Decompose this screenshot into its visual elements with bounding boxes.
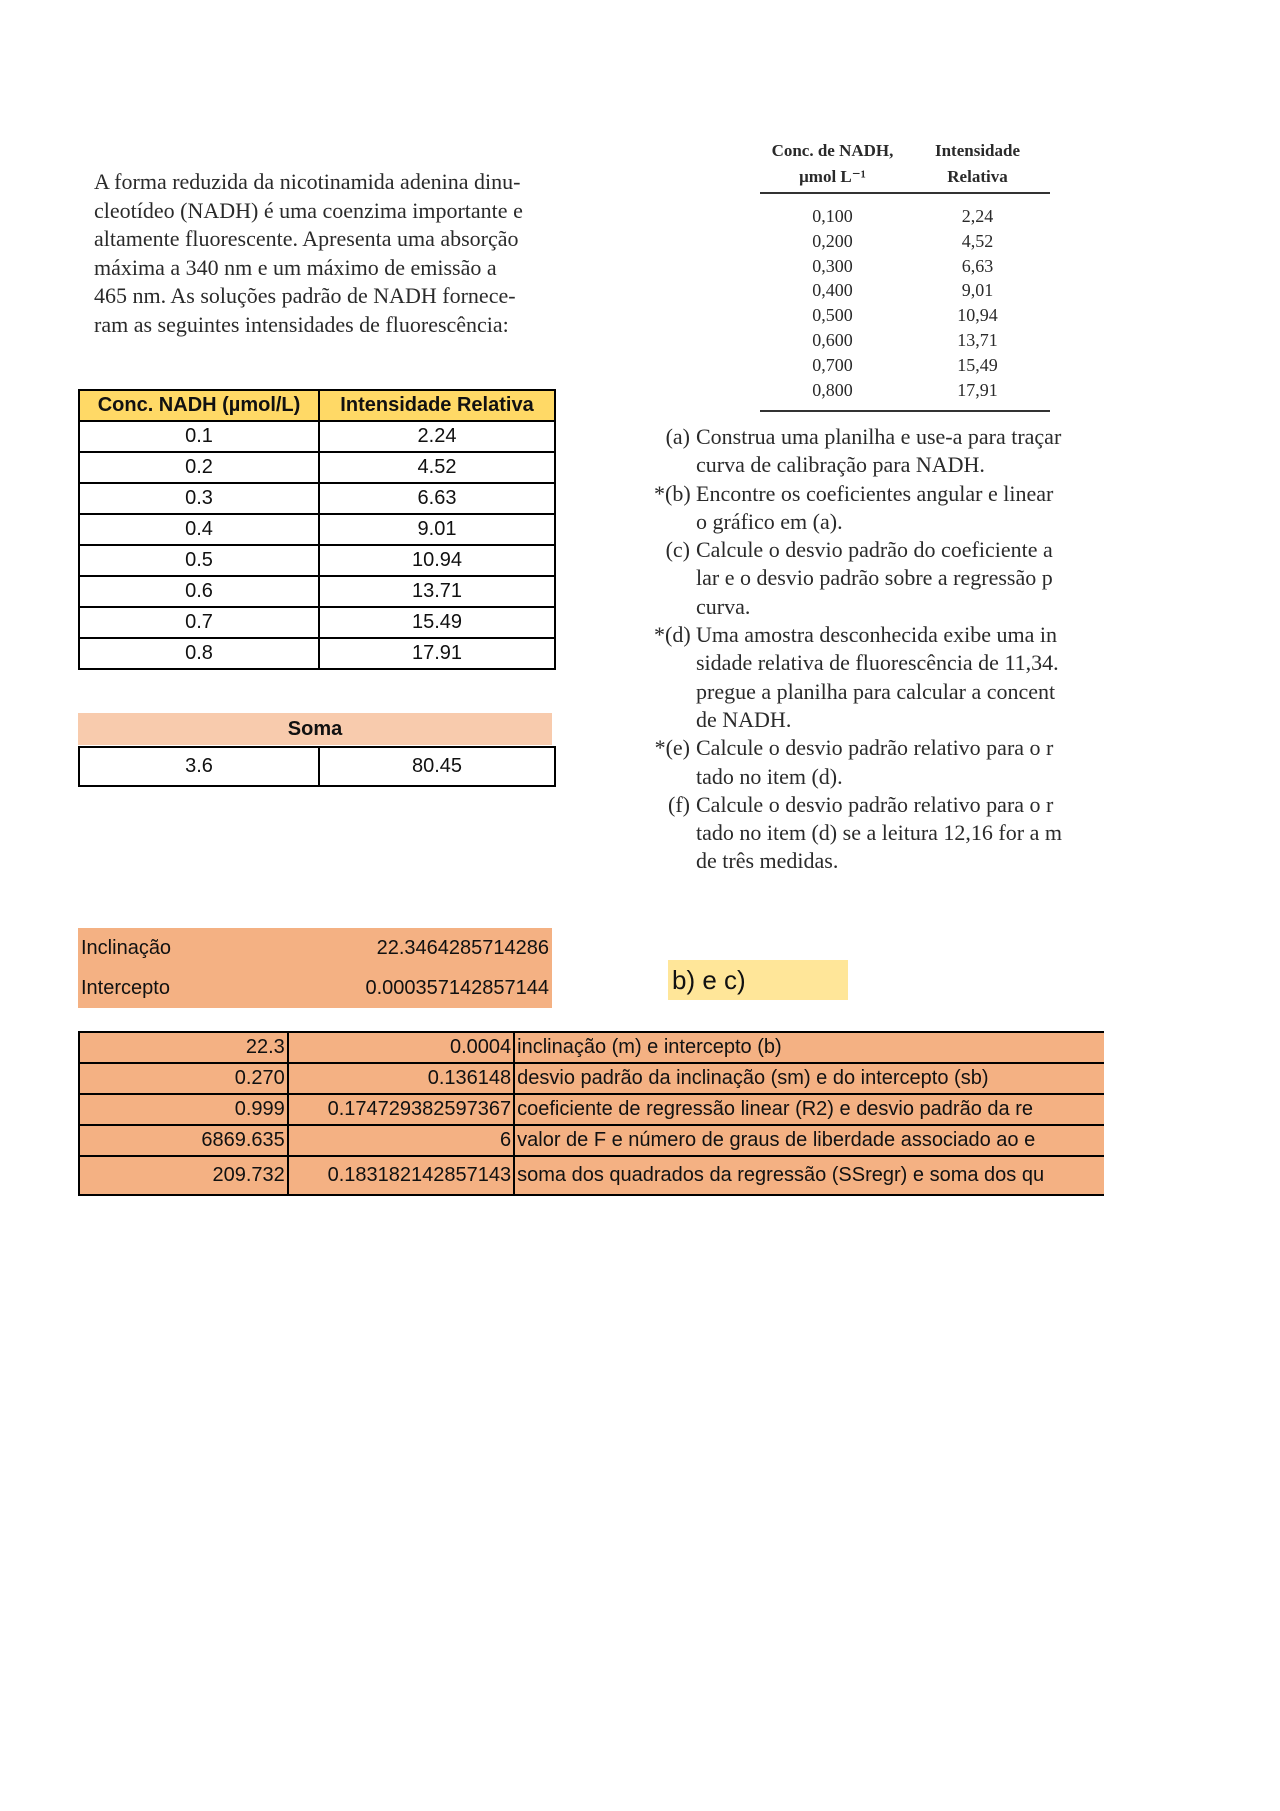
linest-col1[interactable]: 209.732 — [79, 1156, 288, 1195]
section-tag[interactable]: b) e c) — [668, 960, 848, 1000]
slope-value[interactable]: 22.3464285714286 — [376, 937, 549, 959]
ref-header-intensity: Intensidade Relativa — [934, 141, 1021, 186]
linest-col1[interactable]: 6869.635 — [79, 1125, 288, 1156]
linest-row — [79, 1032, 1104, 1063]
linest-col1[interactable]: 22.3 — [79, 1032, 288, 1063]
ref-row: 0,100 2,24 — [812, 206, 994, 226]
table-row — [79, 545, 555, 576]
cell-intensity[interactable]: 13.71 — [319, 576, 555, 607]
ref-row: 0,300 6,63 — [812, 255, 994, 276]
table-row — [79, 576, 555, 607]
linest-col1[interactable]: 0.999 — [79, 1094, 288, 1125]
soma-row — [79, 747, 555, 786]
question-e: *(e) Calcule o desvio padrão relativo para o r tado no item (d). — [654, 735, 1054, 789]
cell-conc[interactable]: 0.5 — [79, 545, 319, 576]
linest-row — [79, 1063, 1104, 1094]
intercept-row — [78, 968, 552, 1008]
intro-line: A forma reduzida da nicotinamida adenina dinu- — [94, 169, 521, 194]
header-intensity[interactable]: Intensidade Relativa — [319, 390, 555, 421]
intro-line: altamente fluorescente. Apresenta uma absorção — [94, 226, 519, 251]
cell-conc[interactable]: 0.2 — [79, 452, 319, 483]
cell-conc[interactable]: 0.6 — [79, 576, 319, 607]
cell-intensity[interactable]: 15.49 — [319, 607, 555, 638]
ref-bottom-rule — [760, 410, 1050, 412]
question-f: (f) Calcule o desvio padrão relativo para o r tado no item (d) se a leitura 12,16 for a m de três medidas. — [668, 791, 1062, 874]
linest-col2[interactable]: 6 — [288, 1125, 514, 1156]
linest-results — [78, 1031, 1104, 1196]
table-row — [79, 607, 555, 638]
linest-description[interactable]: valor de F e número de graus de liberdade associado ao e — [514, 1125, 1104, 1156]
linest-description[interactable]: desvio padrão da inclinação (sm) e do intercepto (sb) — [514, 1063, 1104, 1094]
intro-line: ram as seguintes intensidades de fluorescência: — [94, 311, 509, 337]
slope-label[interactable]: Inclinação — [81, 937, 172, 959]
cell-conc[interactable]: 0.4 — [79, 514, 319, 545]
linest-col2[interactable]: 0.183182142857143 — [288, 1156, 514, 1195]
linest-description[interactable]: soma dos quadrados da regressão (SSregr) e soma dos qu — [514, 1156, 1104, 1195]
ref-row: 0,500 10,94 — [812, 305, 998, 326]
cell-intensity[interactable]: 2.24 — [319, 421, 555, 452]
linest-col1[interactable]: 0.270 — [79, 1063, 288, 1094]
table-row — [79, 514, 555, 545]
table-row — [79, 452, 555, 483]
intercept-label[interactable]: Intercepto — [81, 977, 170, 999]
questions-list — [654, 423, 1106, 875]
intro-line: máxima a 340 nm e um máximo de emissão a — [94, 254, 497, 280]
slope-row — [78, 928, 552, 968]
fit-results — [78, 928, 552, 1008]
cell-intensity[interactable]: 9.01 — [319, 514, 555, 545]
intro-line: 465 nm. As soluções padrão de NADH fornece- — [94, 283, 516, 308]
reference-table-image — [760, 138, 1050, 412]
cell-intensity[interactable]: 6.63 — [319, 483, 555, 514]
ref-row: 0,800 17,91 — [812, 379, 998, 400]
linest-col2[interactable]: 0.0004 — [288, 1032, 514, 1063]
linest-row — [79, 1125, 1104, 1156]
soma-table — [78, 746, 556, 787]
linest-col2[interactable]: 0.136148 — [288, 1063, 514, 1094]
ref-row: 0,400 9,01 — [812, 280, 994, 301]
table-row — [79, 421, 555, 452]
cell-conc[interactable]: 0.1 — [79, 421, 319, 452]
question-a: (a) Construa uma planilha e use-a para traçar curva de calibração para NADH. — [665, 424, 1062, 478]
soma-intensity[interactable]: 80.45 — [319, 747, 555, 786]
question-d: *(d) Uma amostra desconhecida exibe uma in sidade relativa de fluorescência de 11,34. pregue a planilha para calcular a concent de NADH. — [654, 622, 1059, 732]
question-b: *(b) Encontre os coeficientes angular e linear o gráfico em (a). — [654, 480, 1054, 534]
cell-conc[interactable]: 0.3 — [79, 483, 319, 514]
linest-col2[interactable]: 0.174729382597367 — [288, 1094, 514, 1125]
cell-conc[interactable]: 0.8 — [79, 638, 319, 669]
table-header-row — [79, 390, 555, 421]
ref-row: 0,600 13,71 — [812, 329, 998, 350]
question-c: (c) Calcule o desvio padrão do coeficiente a lar e o desvio padrão sobre a regressão p curva. — [665, 537, 1053, 619]
ref-header-rule — [760, 192, 1050, 194]
cell-conc[interactable]: 0.7 — [79, 607, 319, 638]
intro-line: cleotídeo (NADH) é uma coenzima importante e — [94, 197, 523, 223]
cell-intensity[interactable]: 17.91 — [319, 638, 555, 669]
linest-row — [79, 1094, 1104, 1125]
ref-row: 0,700 15,49 — [812, 354, 998, 375]
soma-title[interactable]: Soma — [78, 713, 552, 745]
ref-row: 0,200 4,52 — [812, 230, 994, 251]
linest-description[interactable]: inclinação (m) e intercepto (b) — [514, 1032, 1104, 1063]
table-row — [79, 638, 555, 669]
linest-row — [79, 1156, 1104, 1195]
intercept-value[interactable]: 0.000357142857144 — [365, 977, 549, 999]
soma-conc[interactable]: 3.6 — [79, 747, 319, 786]
linest-description[interactable]: coeficiente de regressão linear (R2) e desvio padrão da re — [514, 1094, 1104, 1125]
cell-intensity[interactable]: 4.52 — [319, 452, 555, 483]
table-row — [79, 483, 555, 514]
problem-intro-text — [94, 168, 594, 339]
data-table — [78, 389, 556, 670]
cell-intensity[interactable]: 10.94 — [319, 545, 555, 576]
header-conc[interactable]: Conc. NADH (µmol/L) — [79, 390, 319, 421]
ref-header-conc: Conc. de NADH, μmol L⁻¹ — [771, 141, 894, 186]
